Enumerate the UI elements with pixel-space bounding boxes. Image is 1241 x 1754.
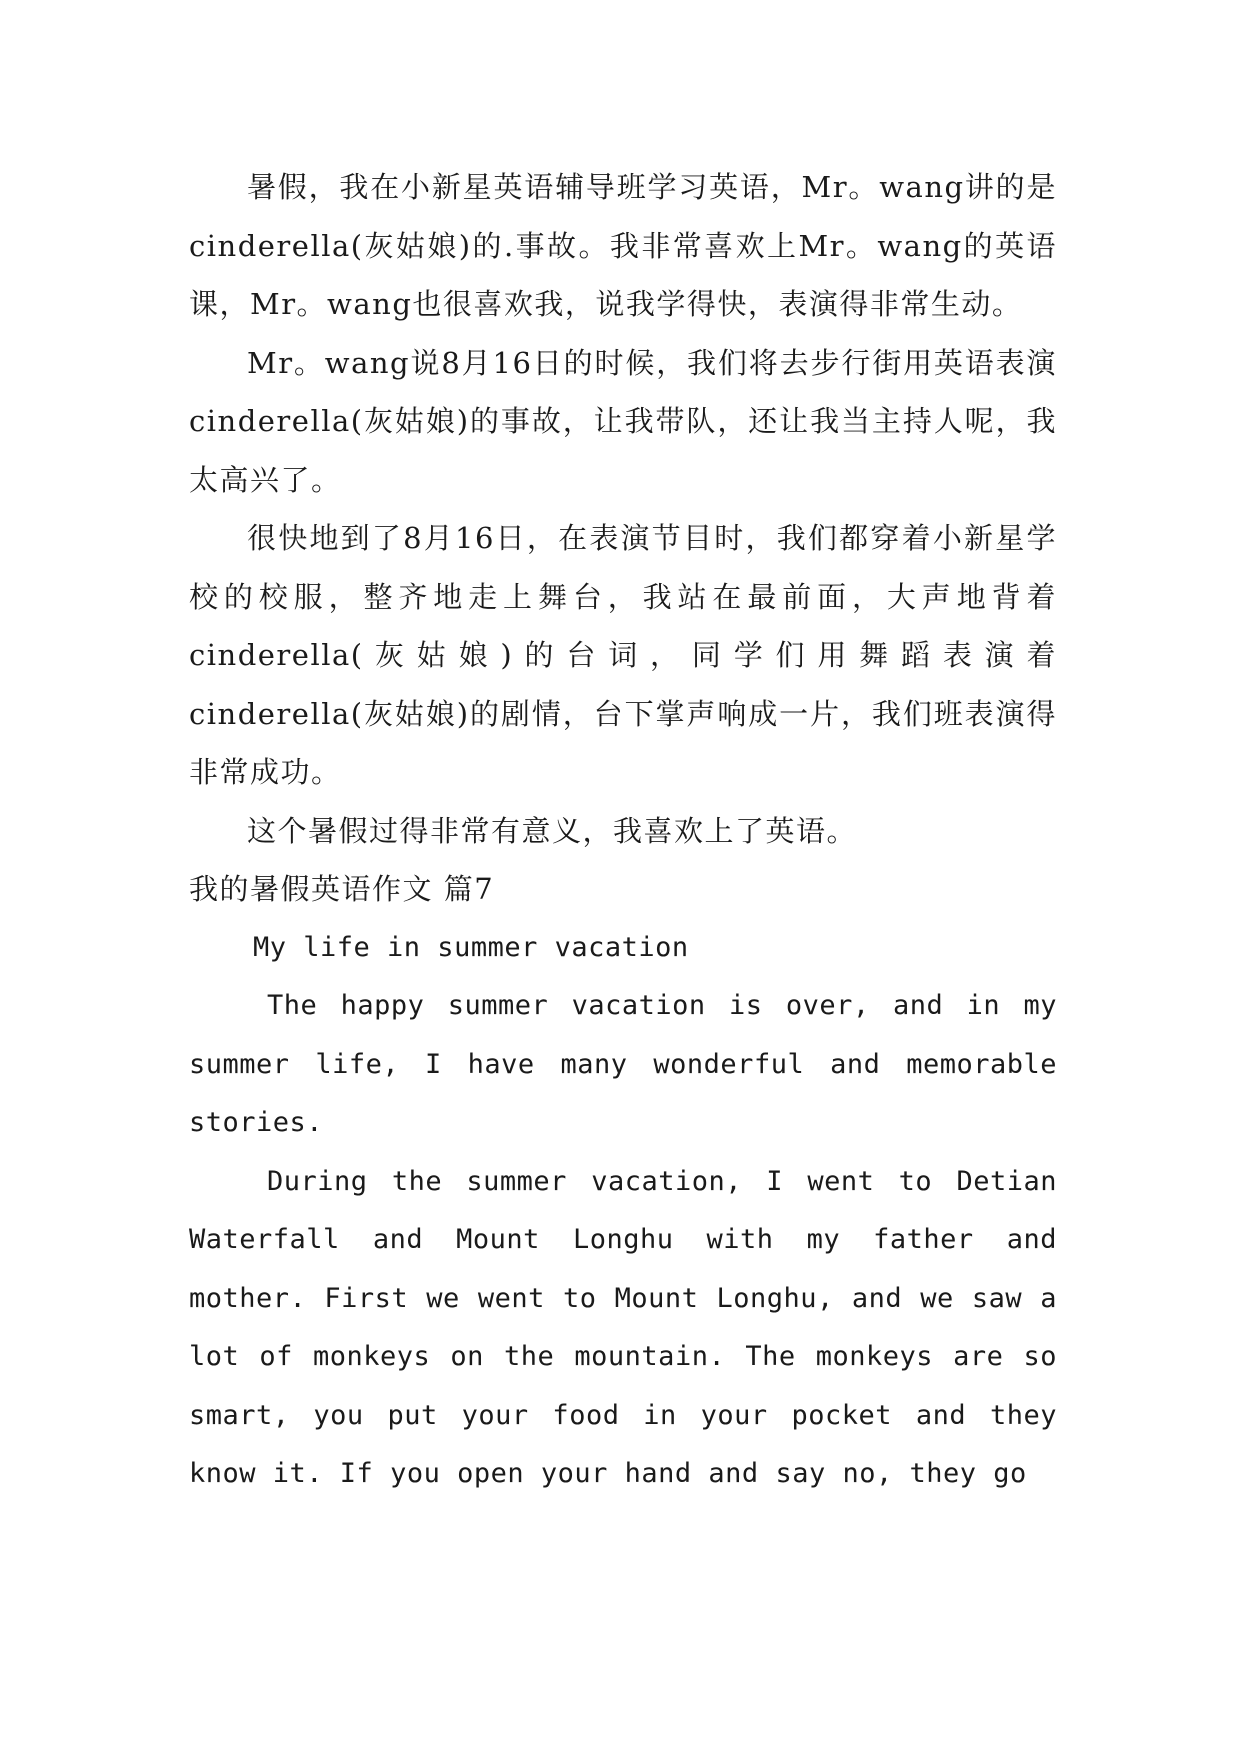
paragraph-4: 这个暑假过得非常有意义，我喜欢上了英语。	[247, 813, 858, 848]
english-paragraph-1: The happy summer vacation is over, and in my summer life, I have many wonderful and memorable stories.	[189, 990, 1057, 1138]
paragraph-2: Mr。wang说8月16日的时候，我们将去步行街用英语表演cinderella(灰姑娘)的事故，让我带队，还让我当主持人呢，我太高兴了。	[189, 345, 1057, 497]
english-essay-title: My life in summer vacation	[253, 931, 689, 963]
section-heading: 我的暑假英语作文 篇7	[189, 872, 495, 906]
paragraph-1: 暑假，我在小新星英语辅导班学习英语，Mr。wang讲的是cinderella(灰姑娘)的.事故。我非常喜欢上Mr。wang的英语课，Mr。wang也很喜欢我，说我学得快，表演得非常生动。	[189, 170, 1057, 321]
document-page	[189, 158, 1057, 1504]
english-paragraph-2: During the summer vacation, I went to Detian Waterfall and Mount Longhu with my father and mother. First we went to Mount Longhu, and we saw a lot of monkeys on the mountain. The monkeys are so smart, you put your food in your pocket and they know it. If you open your hand and say no, they go	[189, 1165, 1057, 1489]
paragraph-3: 很快地到了8月16日，在表演节目时，我们都穿着小新星学校的校服，整齐地走上舞台，我站在最前面，大声地背着cinderella(灰姑娘)的台词，同学们用舞蹈表演着cinderella(灰姑娘)的剧情，台下掌声响成一片，我们班表演得非常成功。	[189, 521, 1057, 789]
